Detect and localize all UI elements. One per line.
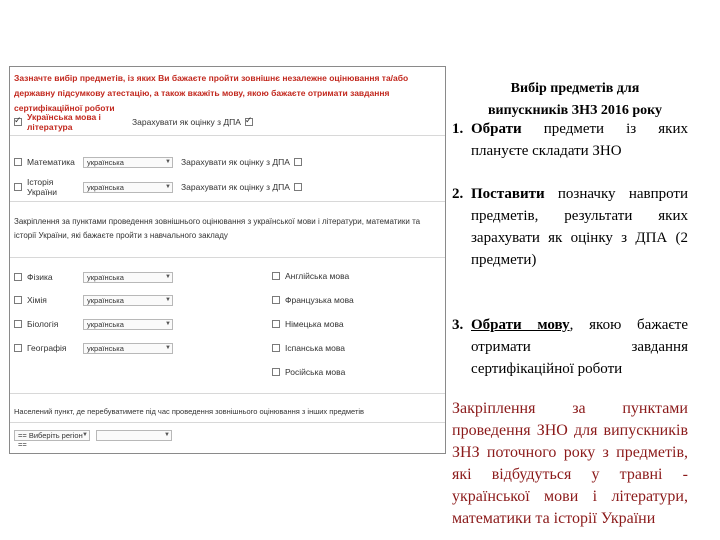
subject-physics: Фізика: [27, 272, 53, 282]
dpa-label: Зарахувати як оцінку з ДПА: [132, 117, 241, 127]
spanish-checkbox[interactable]: [272, 344, 280, 352]
language-label: Німецька мова: [285, 319, 344, 329]
physics-checkbox[interactable]: [14, 273, 22, 281]
chevron-down-icon: ▼: [164, 431, 170, 438]
geography-language-select[interactable]: українська ▼: [83, 343, 173, 354]
history-language-select[interactable]: українська ▼: [83, 182, 173, 193]
subject-row: [14, 317, 173, 331]
divider: [10, 393, 445, 394]
history-dpa-checkbox[interactable]: [294, 183, 302, 191]
language-row: [272, 341, 345, 355]
history-checkbox[interactable]: [14, 183, 22, 191]
language-label: Англійська мова: [285, 271, 350, 281]
subject-row-ukr: [14, 112, 258, 132]
language-label: Французька мова: [285, 295, 354, 305]
dpa-label: Зарахувати як оцінку з ДПА: [181, 157, 290, 167]
form-screenshot: [9, 66, 446, 454]
item-text: предмети із яких плануєте складати ЗНО: [471, 121, 688, 159]
divider: [10, 257, 445, 258]
language-label: Російська мова: [285, 367, 346, 377]
section-text: Закріплення за пунктами проведення зовнішнього оцінювання з української мови і літератури, математики та історії України, які бажаєте пройти з навчального закладу: [14, 217, 421, 240]
chevron-down-icon: ▼: [165, 296, 171, 303]
instruction-1: [452, 118, 688, 162]
english-checkbox[interactable]: [272, 272, 280, 280]
item-text: , якою бажаєте отримати завдання сертифікаційної роботи: [471, 317, 689, 377]
item-number: 1.: [452, 121, 464, 137]
page-title: Вибір предметів для випускників ЗНЗ 2016 року: [487, 81, 662, 118]
item-number: 3.: [452, 317, 464, 333]
language-label: Іспанська мова: [285, 343, 346, 353]
math-dpa-checkbox[interactable]: [294, 158, 302, 166]
town-select[interactable]: [96, 430, 172, 441]
subject-row: [14, 270, 173, 284]
divider: [10, 135, 445, 136]
physics-language-select[interactable]: українська ▼: [83, 272, 173, 283]
french-checkbox[interactable]: [272, 296, 280, 304]
chevron-down-icon: ▼: [165, 158, 171, 165]
item-bold: Обрати мову: [471, 317, 570, 333]
biology-language-select[interactable]: українська ▼: [83, 319, 173, 330]
subject-history: Історія України: [27, 177, 57, 197]
region-label: Населений пункт, де перебуватимете під час проведення зовнішнього оцінювання з інших предметів: [14, 407, 365, 416]
item-number: 2.: [452, 186, 464, 202]
biology-checkbox[interactable]: [14, 320, 22, 328]
dpa-label: Зарахувати як оцінку з ДПА: [181, 182, 290, 192]
subject-chemistry: Хімія: [27, 295, 47, 305]
subject-row: [14, 341, 173, 355]
intro-text: Зазначте вибір предметів, із яких Ви бажаєте пройти зовнішнє незалежне оцінювання та/або державну підсумкову атестацію, а також вкажіть мову, якою бажаєте отримати завдання сертифікаційної роботи: [14, 73, 409, 113]
region-row: [14, 428, 172, 449]
divider: [10, 422, 445, 423]
instruction-2: [452, 183, 688, 271]
item-bold: Поставити: [471, 186, 545, 202]
chevron-down-icon: ▼: [165, 273, 171, 280]
chevron-down-icon: ▼: [165, 183, 171, 190]
language-row: [272, 317, 344, 331]
region-select[interactable]: == Виберіть регіон == ▼: [14, 430, 90, 441]
subject-biology: Біологія: [27, 319, 59, 329]
subject-geography: Географія: [27, 343, 67, 353]
chevron-down-icon: ▼: [82, 431, 88, 438]
german-checkbox[interactable]: [272, 320, 280, 328]
chevron-down-icon: ▼: [165, 344, 171, 351]
ukr-dpa-checkbox[interactable]: [245, 118, 253, 126]
language-row: [272, 293, 354, 307]
language-row: [272, 365, 345, 379]
subject-row: [14, 293, 173, 307]
math-checkbox[interactable]: [14, 158, 22, 166]
chevron-down-icon: ▼: [165, 320, 171, 327]
subject-ukr: Українська мова і література: [27, 112, 101, 132]
divider: [10, 201, 445, 202]
subject-math: Математика: [27, 157, 75, 167]
language-row: [272, 269, 349, 283]
bottom-note: Закріплення за пунктами проведення ЗНО для випускників ЗНЗ поточного року з предметів, які відбудуться у травні - української мови і літератури, математики та історії України: [452, 400, 688, 527]
item-text: позначку навпроти предметів, результати яких зарахувати як оцінку з ДПА (2 предмети): [471, 186, 688, 268]
instruction-3: [452, 314, 688, 380]
item-bold: Обрати: [471, 121, 522, 137]
math-language-select[interactable]: українська ▼: [83, 157, 173, 168]
subject-row-history: [14, 177, 307, 197]
russian-checkbox[interactable]: [272, 368, 280, 376]
subject-row-math: [14, 155, 307, 169]
chemistry-language-select[interactable]: українська ▼: [83, 295, 173, 306]
chemistry-checkbox[interactable]: [14, 296, 22, 304]
geography-checkbox[interactable]: [14, 344, 22, 352]
ukr-checkbox[interactable]: [14, 118, 22, 126]
